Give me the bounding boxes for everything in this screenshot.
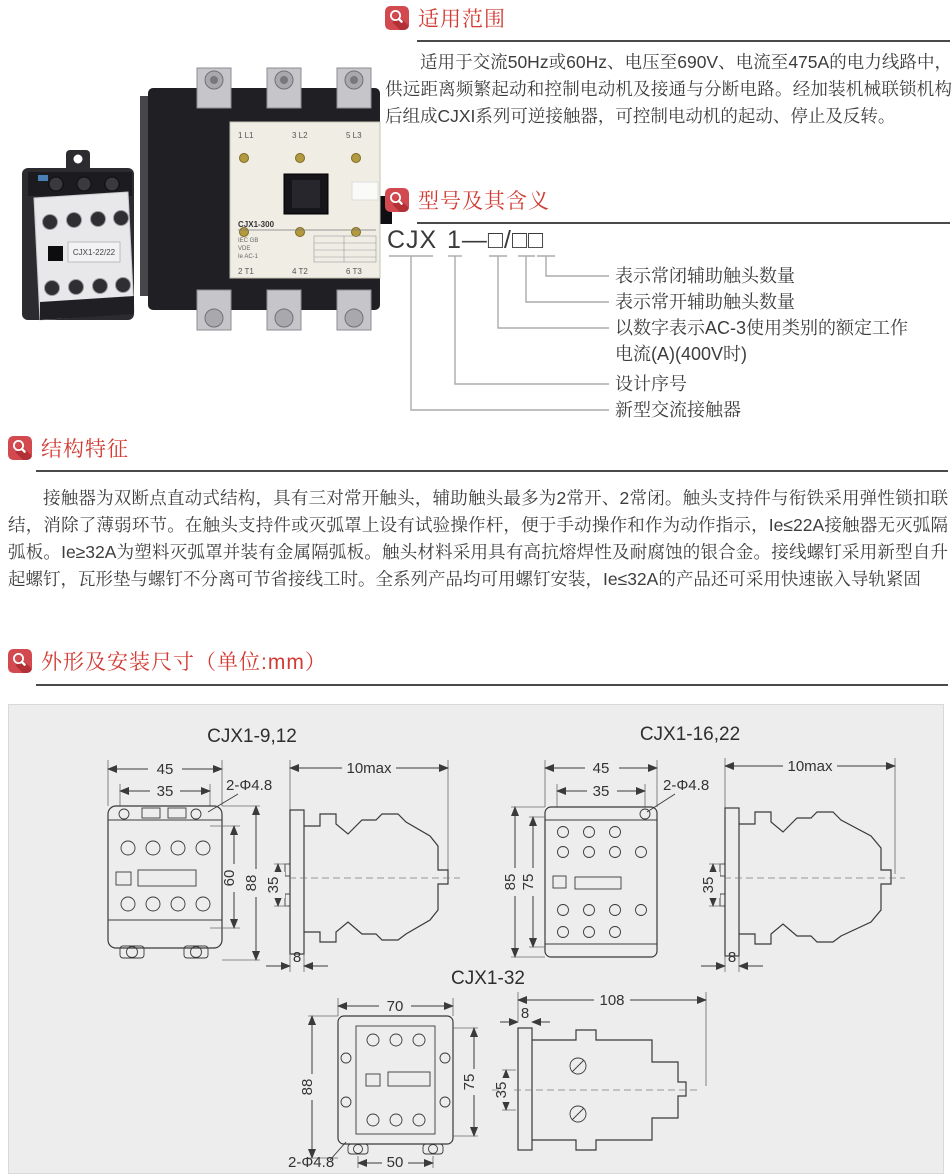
model-label-design: 设计序号 <box>615 374 687 394</box>
front-view <box>108 760 272 960</box>
section-dimensions-header <box>8 646 327 676</box>
header-rule <box>417 222 950 224</box>
svg-text:85: 85 <box>502 873 519 891</box>
svg-text:60: 60 <box>221 869 238 887</box>
drawing-cjx1-9-12 <box>80 714 470 976</box>
front-view <box>502 760 709 957</box>
side-view <box>265 760 460 972</box>
drawing-cjx1-16-22 <box>475 712 915 977</box>
svg-text:88: 88 <box>299 1078 316 1096</box>
small-contactor-photo <box>16 142 146 328</box>
section-model-header <box>385 185 550 215</box>
rating-line: VDE <box>238 246 251 252</box>
section-title: 结构特征 <box>41 438 129 461</box>
terminal-label: 1 L1 <box>238 131 254 140</box>
model-label-no: 表示常开辅助触头数量 <box>615 292 795 312</box>
svg-text:45: 45 <box>592 760 610 777</box>
hole-callout: 2-Φ4.8 <box>288 1154 335 1171</box>
svg-text:75: 75 <box>520 873 537 891</box>
header-rule <box>36 470 948 472</box>
section-title: 外形及安装尺寸（单位:mm） <box>41 651 327 674</box>
drawing-cjx1-32 <box>278 966 708 1172</box>
svg-text:10max: 10max <box>787 758 833 775</box>
svg-text:35: 35 <box>265 876 282 894</box>
svg-text:75: 75 <box>461 1073 478 1091</box>
large-contactor-label: CJX1-300 <box>238 220 275 229</box>
magnifier-icon <box>8 649 32 673</box>
model-connector-lines <box>389 256 609 410</box>
model-label-type: 新型交流接触器 <box>615 400 741 420</box>
svg-text:108: 108 <box>599 992 625 1009</box>
drawing-title: CJX1-32 <box>451 968 525 989</box>
front-view <box>288 998 481 1171</box>
magnifier-icon <box>8 436 32 460</box>
section-title: 型号及其含义 <box>418 190 550 213</box>
section-scope-header <box>385 3 506 33</box>
model-meaning-diagram <box>385 226 952 428</box>
section-structure-header <box>8 433 129 463</box>
header-rule <box>417 40 950 42</box>
side-view <box>700 758 905 972</box>
bottom-terminal-lugs <box>197 290 371 330</box>
svg-text:35: 35 <box>156 783 174 800</box>
test-button <box>48 246 63 261</box>
white-tab <box>352 182 378 200</box>
svg-text:88: 88 <box>243 874 260 892</box>
latch-clip <box>38 175 48 181</box>
drawing-title: CJX1-16,22 <box>639 724 741 745</box>
model-label-current2: 电流(A)(400V时) <box>615 344 748 364</box>
svg-text:35: 35 <box>592 783 610 800</box>
drawing-title: CJX1-9,12 <box>207 726 297 747</box>
svg-text:70: 70 <box>386 998 404 1015</box>
small-contactor-label: CJX1-22/22 <box>72 248 116 257</box>
section-title: 适用范围 <box>418 8 506 31</box>
svg-text:50: 50 <box>386 1154 404 1171</box>
svg-text:45: 45 <box>156 761 174 778</box>
model-code-prefix: CJX <box>387 226 438 254</box>
svg-text:10max: 10max <box>346 760 392 777</box>
svg-text:8: 8 <box>727 949 737 966</box>
svg-text:35: 35 <box>493 1081 510 1099</box>
terminal-label: 3 L2 <box>292 131 308 140</box>
hole-callout: 2-Φ4.8 <box>663 777 710 794</box>
rating-line: IEC GB <box>238 238 259 244</box>
svg-text:8: 8 <box>520 1005 530 1022</box>
hole-callout: 2-Φ4.8 <box>226 777 273 794</box>
scope-paragraph: 适用于交流50Hz或60Hz、电压至690V、电流至475A的电力线路中，供远距离频繁起动和控制电动机及接通与分断电路。经加装机械联锁机构后组成CJXI系列可逆接触器，可控制电动机的起动、停止及反转。 <box>385 52 952 127</box>
structure-paragraph: 接触器为双断点直动式结构，具有三对常开触头，辅助触头最多为2常开、2常闭。触头支持件与衔铁采用弹性锁扣联结，消除了薄弱环节。在触头支持件或灭弧罩上设有试验操作杆，便于手动操作和作为动作指示，Ie≤22A接触器无灭弧隔弧板。Ie≥32A为塑料灭弧罩并装有金属隔弧板。触头材料采用具有高抗熔焊性及耐腐蚀的银合金。接线螺钉采用新型自升起螺钉，瓦形垫与螺钉不分离可节省接线工时。全系列产品均可用螺钉安装，Ie≤32A的产品还可采用快速嵌入导轨紧固 <box>8 488 948 590</box>
large-contactor-photo <box>138 66 394 332</box>
top-terminal-lugs <box>197 68 371 108</box>
svg-text:35: 35 <box>700 876 717 894</box>
terminal-label: 5 L3 <box>346 131 362 140</box>
model-label-nc: 表示常闭辅助触头数量 <box>615 266 795 286</box>
model-code-suffix: 1—□/□□ <box>447 226 545 254</box>
svg-text:8: 8 <box>292 949 302 966</box>
rating-line: Ie AC-1 <box>238 254 259 260</box>
side-view <box>492 992 706 1150</box>
model-label-current: 以数字表示AC-3使用类别的额定工作 <box>615 318 909 338</box>
magnifier-icon <box>385 188 409 212</box>
terminal-label: 6 T3 <box>346 267 362 276</box>
header-rule <box>36 684 948 686</box>
magnifier-icon <box>385 6 409 30</box>
terminal-label: 2 T1 <box>238 267 254 276</box>
terminal-label: 4 T2 <box>292 267 308 276</box>
